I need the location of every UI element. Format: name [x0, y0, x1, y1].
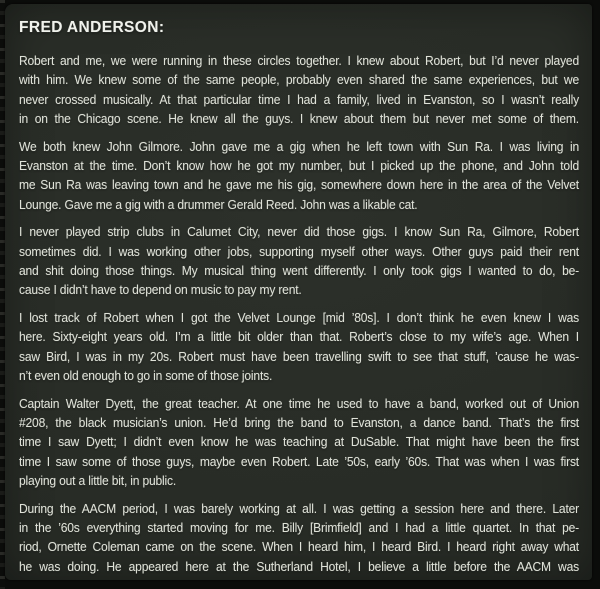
paragraph: [19, 308, 579, 386]
text-line: with him. We knew some of the same people, probably even shared the same experiences, but we: [19, 72, 579, 88]
paragraph: [19, 394, 579, 491]
text-line: time I saw some of those guys, maybe even Robert. Late ’50s, early ’60s. That was when I was first: [19, 453, 579, 469]
text-line: During the AACM period, I was barely working at all. I was getting a session here and there. Later: [19, 500, 579, 516]
text-line: Robert and me, we were running in these circles together. I knew about Robert, but I’d never played: [19, 53, 579, 68]
text-line: I lost track of Robert when I got the Velvet Lounge [mid ’80s]. I don’t think he even knew I was: [19, 309, 579, 325]
text-line: me Sun Ra was leaving town and he gave me his gig, somewhere down here in the area of the Velvet: [19, 177, 579, 193]
paragraph: [19, 51, 579, 129]
text-line: he was doing. He appeared here at the Sutherland Hotel, I believe a little before the AACM was: [19, 558, 579, 574]
page-content: [5, 4, 592, 580]
text-line: I never played strip clubs in Calumet City, never did those gigs. I know Sun Ra, Gilmore, Robert: [19, 224, 579, 240]
text-line: in the ’60s everything started moving for me. Billy [Brimfield] and I had a little quartet. In that pe-: [19, 519, 579, 535]
paragraph: [19, 137, 579, 215]
text-line: saw Bird, I was in my 20s. Robert must have been travelling swift to see that stuff, ’cause he was-: [19, 348, 579, 364]
text-line: Lounge. Gave me a gig with a drummer Gerald Reed. John was a likable cat.: [19, 196, 418, 212]
text-line: cause I didn’t have to depend on music to pay my rent.: [19, 282, 302, 298]
text-line: #208, the black musician’s union. He’d bring the band to Evanston, a dance band. That’s the first: [19, 414, 579, 430]
paragraph: [19, 499, 579, 577]
text-line: and shit doing those things. My musical thing went differently. I only took gigs I wanted to do, be-: [19, 263, 579, 279]
page-heading: FRED ANDERSON:: [19, 19, 165, 36]
text-line: time I saw Dyett; I didn’t even know he was teaching at DuSable. That might have been the first: [19, 434, 579, 450]
text-line: Evanston at the time. Don’t know how he got my number, but I picked up the phone, and John told: [19, 158, 579, 174]
paragraph: [19, 222, 579, 300]
text-line: never crossed musically. At that particular time I had a family, lived in Evanston, so I wasn’t really: [19, 91, 579, 107]
interview-text: [19, 51, 579, 576]
text-line: sometimes did. I was working other jobs, supporting myself other ways. Other guys paid their rent: [19, 243, 579, 259]
text-line: in on the Chicago scene. He knew all the guys. I knew about them but never met some of them.: [19, 111, 579, 127]
text-line: riod, Ornette Coleman came on the scene. When I heard him, I heard Bird. I heard right away what: [19, 539, 579, 555]
text-line: playing out a little bit, in public.: [19, 473, 177, 489]
page-surface: [5, 4, 592, 580]
text-line: We both knew John Gilmore. John gave me a gig when he left town with Sun Ra. I was living in: [19, 138, 579, 154]
text-line: Captain Walter Dyett, the great teacher. At one time he used to have a band, worked out of Union: [19, 395, 579, 411]
text-line: here. Sixty-eight years old. I’m a little bit older than that. Robert’s close to my wife’s age. When I: [19, 329, 579, 345]
text-line: n’t even old enough to go in some of those joints.: [19, 368, 273, 384]
